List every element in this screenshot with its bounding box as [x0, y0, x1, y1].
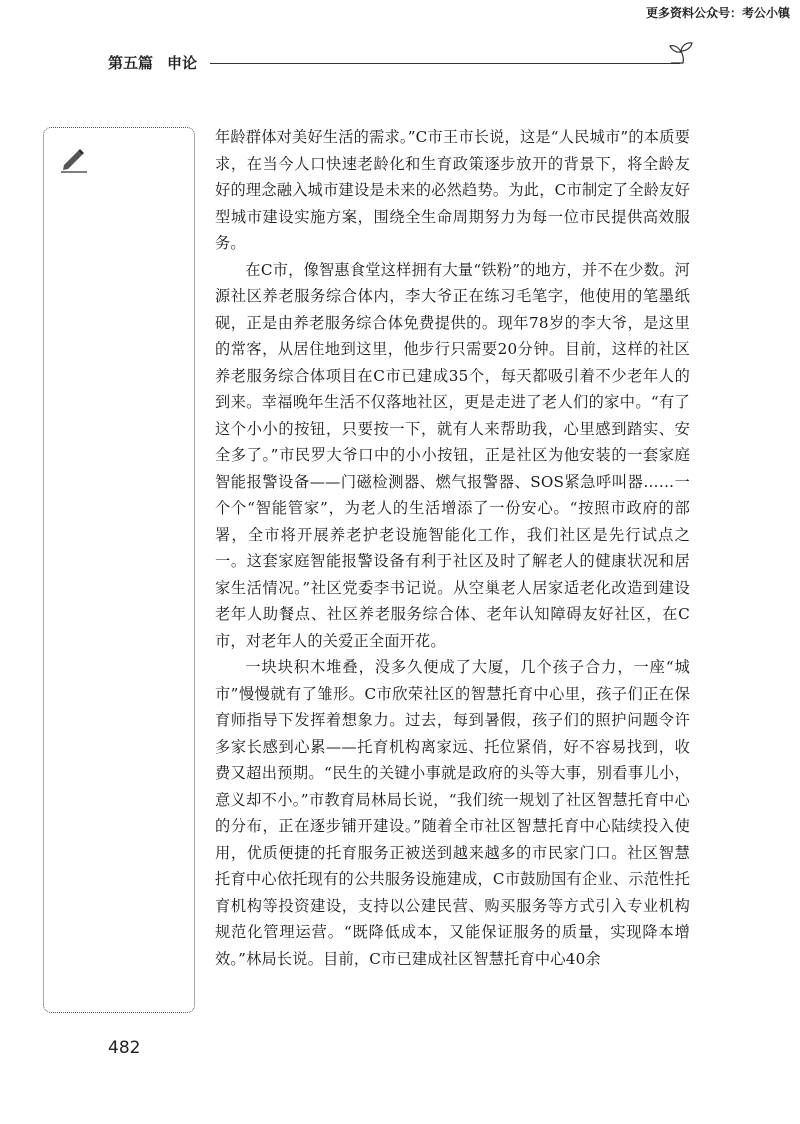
paragraph: 在C市，像智惠食堂这样拥有大量“铁粉”的地方，并不在少数。河源社区养老服务综合体内，李大爷正在练习毛笔字，他使用的笔墨纸砚，正是由养老服务综合体免费提供的。现年78岁的李大爷，是这里的常客，从居住地到这里，他步行只需要20分钟。目前，这样的社区养老服务综合体项目在C市已建成35个，每天都吸引着不少老年人的到来。幸福晚年生活不仅落地社区，更是走进了老人们的家中。“有了这个小小的按钮，只要按一下，就有人来帮助我，心里感到踏实、安全多了。”市民罗大爷口中的小小按钮，正是社区为他安装的一套家庭智能报警设备——门磁检测器、燃气报警器、SOS紧急呼叫器……一个个“智能管家”，为老人的生活增添了一份安心。“按照市政府的部署，全市将开展养老护老设施智能化工作，我们社区是先行试点之一。这套家庭智能报警设备有利于社区及时了解老人的健康状况和居家生活情况。”社区党委李书记说。从空巢老人居家适老化改造到建设老年人助餐点、社区养老服务综合体、老年认知障碍友好社区，在C市，对老年人的关爱正全面开花。	[215, 260, 690, 650]
part-label: 第五篇	[108, 54, 154, 72]
header-rule	[210, 63, 680, 64]
page-header	[108, 52, 197, 73]
pencil-icon	[58, 146, 88, 174]
page-number: 482	[108, 1038, 141, 1058]
section-title: 申论	[167, 54, 198, 72]
paragraph: 一块块积木堆叠，没多久便成了大厦，几个孩子合力，一座“城市”慢慢就有了雏形。C市欣荣社区的智慧托育中心里，孩子们正在保育师指导下发挥着想象力。过去，每到暑假，孩子们的照护问题令许多家长感到心累——托育机构离家远、托位紧俏，好不容易找到，收费又超出预期。“民生的关键小事就是政府的头等大事，别看事儿小，意义却不小。”市教育局林局长说，“我们统一规划了社区智慧托育中心的分布，正在逐步铺开建设。”随着全市社区智慧托育中心陆续投入使用，优质便捷的托育服务正被送到越来越多的市民家门口。社区智慧托育中心依托现有的公共服务设施建成，C市鼓励国有企业、示范性托育机构等投资建设，支持以公建民营、购买服务等方式引入专业机构规范化管理运营。“既降低成本，又能保证服务的质量，实现降本增效。”林局长说。目前，C市已建成社区智慧托育中心40余	[215, 658, 690, 968]
watermark-text: 更多资料公众号：考公小镇	[645, 6, 790, 20]
notes-margin-box	[43, 127, 195, 1013]
article-body	[215, 124, 690, 972]
paragraph: 年龄群体对美好生活的需求。”C市王市长说，这是“人民城市”的本质要求，在当今人口快速老龄化和生育政策逐步放开的背景下，将全龄友好的理念融入城市建设是未来的必然趋势。为此，C市制定了全龄友好型城市建设实施方案，围绕全生命周期努力为每一位市民提供高效服务。	[215, 128, 690, 252]
sprout-icon	[668, 40, 694, 70]
